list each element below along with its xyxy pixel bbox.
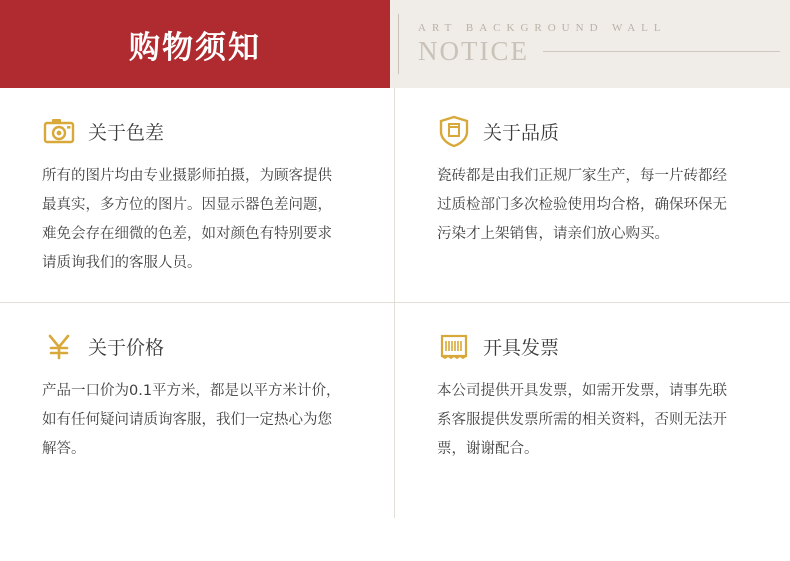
notice-title-quality: 关于品质 <box>483 121 560 144</box>
page-title: 购物须知 <box>129 29 261 66</box>
header-subtitle-en: ART BACKGROUND WALL <box>418 21 667 34</box>
notice-header-quality <box>437 114 748 148</box>
notice-body-price: 产品一口价为0.1平方米，都是以平方米计价，如有任何疑问请质询客服，我们一定热心为您解答。 <box>42 383 341 457</box>
notice-grid <box>0 88 790 518</box>
shield-quality-icon <box>437 114 471 148</box>
header-title-en-wrap <box>418 36 790 67</box>
notice-title-color: 关于色差 <box>88 121 165 144</box>
header-title-en: NOTICE <box>418 35 529 66</box>
page-header <box>0 0 790 88</box>
notice-header-color <box>42 114 352 148</box>
notice-title-invoice: 开具发票 <box>483 336 560 359</box>
invoice-icon <box>437 329 471 363</box>
header-english-block <box>390 0 790 88</box>
notice-body-invoice: 本公司提供开具发票，如需开发票，请事先联系客服提供发票所需的相关资料，否则无法开票，谢谢配合。 <box>437 383 727 457</box>
notice-header-price <box>42 329 352 363</box>
header-title-block <box>0 0 390 88</box>
header-rule <box>543 51 780 52</box>
notice-cell-price <box>0 303 395 518</box>
notice-body-quality: 瓷砖都是由我们正规厂家生产，每一片砖都经过质检部门多次检验使用均合格，确保环保无污染才上架销售，请亲们放心购买。 <box>437 168 727 242</box>
notice-cell-invoice <box>395 303 790 518</box>
notice-body-color: 所有的图片均由专业摄影师拍摄，为顾客提供最真实，多方位的图片。因显示器色差问题，难免会存在细微的色差，如对颜色有特别要求请质询我们的客服人员。 <box>42 168 332 271</box>
header-divider <box>398 14 399 74</box>
notice-cell-color <box>0 88 395 303</box>
yen-price-icon <box>42 329 76 363</box>
notice-cell-quality <box>395 88 790 303</box>
camera-icon <box>42 114 76 148</box>
notice-title-price: 关于价格 <box>88 336 165 359</box>
notice-header-invoice <box>437 329 748 363</box>
